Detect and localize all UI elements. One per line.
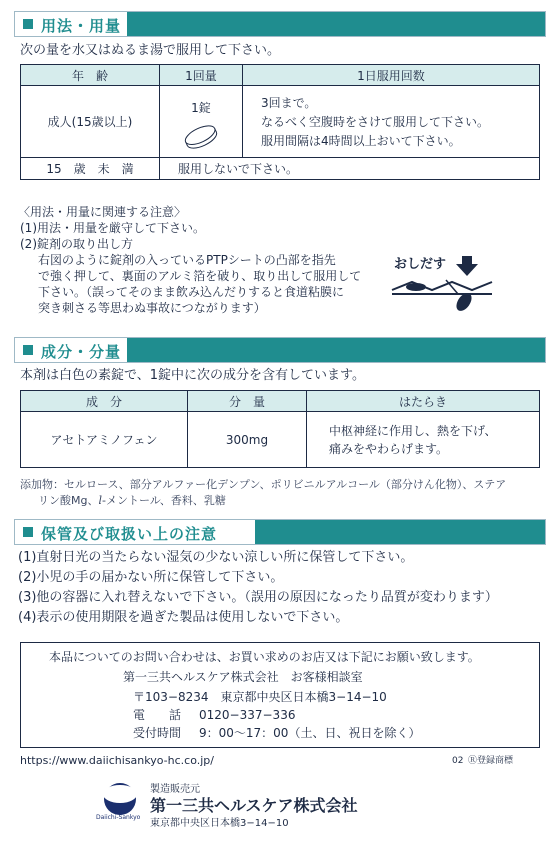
contact-box (20, 642, 540, 748)
storage-title: 保管及び取扱い上の注意 (41, 525, 218, 543)
table-header: はたらき (307, 391, 540, 412)
note-1: (1)用法・用量を厳守して下さい。 (20, 221, 205, 235)
usage-title: 用法・用量 (41, 17, 122, 35)
child-age: 15 歳 未 満 (21, 158, 160, 180)
contact-company: 第一三共ヘルスケア株式会社 お客様相談室 (123, 670, 363, 684)
contact-phone-label: 電 話 (133, 708, 182, 722)
adult-age: 成人(15歳以上) (21, 86, 160, 158)
maker-name: 第一三共ヘルスケア株式会社 (150, 796, 358, 815)
product-code: 02 (452, 756, 464, 766)
usage-intro: 次の量を水又はぬるま湯で服用して下さい。 (20, 43, 281, 58)
maker-label: 製造販売元 (150, 784, 200, 795)
ingredient-action: 中枢神経に作用し、熱を下げ、 (329, 423, 497, 438)
note-2-line: 下さい。（誤ってそのまま飲み込んだりすると食道粘膜に (38, 285, 345, 299)
child-text: 服用しないで下さい。 (160, 158, 540, 180)
storage-item: (2)小児の手の届かない所に保管して下さい。 (18, 570, 284, 585)
dose-label: 1錠 (191, 101, 211, 115)
company-logo (98, 782, 142, 826)
contact-intro: 本品についてのお問い合わせは、お買い求めのお店又は下記にお願い致します。 (49, 650, 480, 664)
note-2-line: 右図のように錠剤の入っているPTPシートの凸部を指先 (38, 253, 336, 267)
storage-item: (4)表示の使用期限を過ぎた製品は使用しないで下さい。 (18, 610, 349, 625)
adult-line: なるべく空腹時をさけて服用して下さい。 (261, 115, 490, 129)
usage-section-bar (14, 11, 546, 37)
additives: リン酸Mg、l-メントール、香料、乳糖 (38, 494, 226, 507)
table-header: 分 量 (188, 391, 307, 412)
contact-address: 〒103−8234 東京都中央区日本橋3−14−10 (133, 690, 387, 704)
contact-hours: 9：00〜17：00（土、日、祝日を除く） (199, 726, 421, 740)
maker-address: 東京都中央区日本橋3−14−10 (150, 818, 289, 829)
ingredients-title: 成分・分量 (41, 343, 122, 361)
table-header: 年 齢 (21, 65, 160, 86)
ingredient-amount: 300mg (188, 412, 307, 468)
contact-phone[interactable]: 0120−337−336 (199, 708, 296, 722)
contact-hours-label: 受付時間 (133, 726, 182, 740)
table-header: 1日服用回数 (243, 65, 540, 86)
daiichi-logo-icon (98, 782, 142, 816)
storage-section-bar (14, 519, 546, 545)
table-header: 1回量 (160, 65, 243, 86)
usage-table (20, 64, 540, 180)
notes-title: 〈用法・用量に関連する注意〉 (18, 205, 187, 219)
website-link[interactable]: https://www.daiichisankyo-hc.co.jp/ (20, 754, 214, 767)
push-label: おしだす (394, 257, 447, 272)
ingredients-section-bar (14, 337, 546, 363)
storage-item: (3)他の容器に入れ替えないで下さい。（誤用の原因になったり品質が変わります） (18, 590, 498, 605)
push-out-illustration (388, 254, 498, 314)
ingredients-table (20, 390, 540, 468)
note-2-line: 突き刺さる等思わぬ事故につながります） (38, 301, 266, 315)
adult-line: 3回まで。 (261, 96, 317, 110)
table-header: 成 分 (21, 391, 188, 412)
ingredient-name: アセトアミノフェン (21, 412, 188, 468)
note-2: (2)錠剤の取り出し方 (20, 237, 133, 251)
tablet-icon (181, 122, 221, 152)
additives: 添加物：セルロース、部分アルファー化デンプン、ポリビニルアルコール（部分けん化物）、ステア (20, 478, 507, 491)
logo-text: Daiichi-Sankyo (96, 814, 141, 821)
ingredients-intro: 本剤は白色の素錠で、1錠中に次の成分を含有しています。 (20, 368, 365, 383)
adult-line: 服用間隔は4時間以上おいて下さい。 (261, 134, 461, 148)
push-arrow-icon (388, 254, 498, 314)
ingredient-action: 痛みをやわらげます。 (329, 441, 449, 456)
storage-item: (1)直射日光の当たらない湿気の少ない涼しい所に保管して下さい。 (18, 550, 414, 565)
note-2-line: で強く押して、裏面のアルミ箔を破り、取り出して服用して (38, 269, 362, 283)
registered-mark: Ⓡ登録商標 (468, 756, 514, 766)
